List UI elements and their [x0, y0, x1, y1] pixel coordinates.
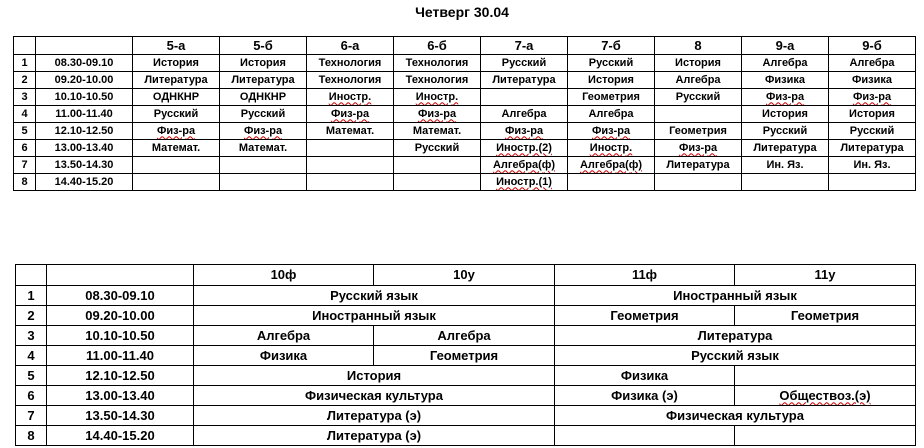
subject-cell [220, 157, 307, 174]
table-row [14, 72, 916, 89]
subject-cell [194, 326, 374, 346]
subject-cell [568, 72, 655, 89]
schedule-table-grades-5-9 [13, 36, 916, 191]
subject-text: Алгебра [588, 107, 634, 120]
lesson-number: 4 [16, 346, 47, 366]
subject-cell [481, 123, 568, 140]
lesson-number: 6 [14, 140, 36, 157]
subject-text: Алгебра(ф) [492, 158, 556, 171]
subject-text: Алгебра [256, 327, 311, 343]
subject-text: Физ-ра [504, 124, 544, 137]
subject-text: Физ-ра [243, 124, 283, 137]
class-header: 11ф [555, 265, 735, 286]
subject-cell [394, 106, 481, 123]
subject-cell [481, 89, 568, 106]
subject-cell [742, 72, 829, 89]
subject-text: История [675, 56, 721, 69]
subject-text: Ин. Яз. [853, 158, 891, 171]
lesson-number: 2 [16, 306, 47, 326]
subject-cell [568, 89, 655, 106]
subject-cell [735, 366, 916, 386]
subject-text: ОДНКНР [239, 90, 287, 103]
subject-cell [742, 140, 829, 157]
table-header-row [14, 37, 916, 55]
subject-text: Литература [753, 141, 817, 154]
subject-cell [735, 386, 916, 406]
subject-text: История [153, 56, 199, 69]
table-header-row [16, 265, 916, 286]
table-row [14, 89, 916, 106]
lesson-time: 11.00-11.40 [47, 346, 194, 366]
subject-cell [220, 174, 307, 191]
subject-cell [133, 72, 220, 89]
lesson-time: 08.30-09.10 [47, 286, 194, 306]
subject-text: Физ-ра [765, 90, 805, 103]
class-header: 7-б [568, 37, 655, 55]
subject-text: Физическая культура [666, 407, 804, 423]
subject-cell [481, 140, 568, 157]
subject-cell [307, 89, 394, 106]
subject-cell [194, 346, 374, 366]
subject-text: Математ. [238, 141, 288, 154]
subject-cell [481, 174, 568, 191]
lesson-number: 3 [14, 89, 36, 106]
subject-cell [220, 140, 307, 157]
subject-text: Технология [318, 56, 382, 69]
subject-text: Русский [501, 56, 547, 69]
subject-text: Русский [762, 124, 808, 137]
subject-cell [555, 346, 916, 366]
page-title: Четверг 30.04 [415, 4, 509, 20]
subject-text: Физ-ра [330, 107, 370, 120]
subject-text: Русский язык [691, 347, 779, 363]
lesson-time: 13.50-14.30 [47, 406, 194, 426]
subject-cell [481, 72, 568, 89]
subject-text: История [588, 73, 634, 86]
subject-cell [742, 89, 829, 106]
subject-cell [394, 174, 481, 191]
subject-text: Ин. Яз. [766, 158, 804, 171]
table-row [14, 140, 916, 157]
subject-cell [194, 306, 555, 326]
schedule-table-grades-10-11 [15, 264, 916, 446]
lesson-time: 14.40-15.20 [36, 174, 133, 191]
subject-cell [374, 326, 555, 346]
subject-cell [655, 106, 742, 123]
lesson-time: 10.10-10.50 [47, 326, 194, 346]
subject-text: Физ-ра [591, 124, 631, 137]
subject-cell [568, 106, 655, 123]
subject-text: Русский [414, 141, 460, 154]
lesson-time: 14.40-15.20 [47, 426, 194, 446]
subject-text: Алгебра [675, 73, 721, 86]
lesson-time: 09.20-10.00 [47, 306, 194, 326]
subject-cell [394, 123, 481, 140]
subject-cell [735, 306, 916, 326]
subject-cell [555, 326, 916, 346]
subject-cell [742, 123, 829, 140]
subject-cell [655, 174, 742, 191]
subject-cell [655, 89, 742, 106]
subject-text: Алгебра [437, 327, 491, 343]
subject-text: Иностр. [415, 90, 459, 103]
table-row [14, 157, 916, 174]
subject-cell [555, 306, 735, 326]
subject-text: Русский [849, 124, 895, 137]
subject-text: История [240, 56, 286, 69]
subject-text: Математ. [325, 124, 375, 137]
subject-cell [655, 140, 742, 157]
subject-cell [742, 157, 829, 174]
subject-cell [555, 406, 916, 426]
subject-cell [655, 157, 742, 174]
subject-cell [555, 386, 735, 406]
subject-cell [194, 406, 555, 426]
subject-cell [568, 140, 655, 157]
class-header: 7-а [481, 37, 568, 55]
subject-cell [742, 55, 829, 72]
subject-text: Геометрия [582, 90, 640, 103]
subject-text: Физика [259, 347, 308, 363]
subject-text: Геометрия [669, 124, 727, 137]
subject-text: Русский [675, 90, 721, 103]
subject-text: Иностр. [589, 141, 633, 154]
subject-text: Иностр.(1) [496, 175, 552, 188]
lesson-number: 8 [14, 174, 36, 191]
subject-cell [220, 106, 307, 123]
subject-cell [133, 55, 220, 72]
subject-cell [307, 157, 394, 174]
subject-text: Физ-ра [852, 90, 892, 103]
subject-cell [133, 89, 220, 106]
subject-cell [394, 89, 481, 106]
class-header: 9-а [742, 37, 829, 55]
subject-text: Алгебра(ф) [579, 158, 643, 171]
lesson-time: 10.10-10.50 [36, 89, 133, 106]
header-cell-blank [36, 37, 133, 55]
subject-text: Русский [240, 107, 286, 120]
subject-text: Алгебра [762, 56, 808, 69]
subject-cell [194, 386, 555, 406]
subject-cell [829, 123, 916, 140]
subject-text: Алгебра [849, 56, 895, 69]
subject-cell [307, 72, 394, 89]
subject-cell [394, 140, 481, 157]
subject-cell [655, 55, 742, 72]
subject-text: Физика [764, 73, 805, 86]
lesson-number: 3 [16, 326, 47, 346]
subject-text: Литература [697, 327, 773, 343]
lesson-time: 13.00-13.40 [47, 386, 194, 406]
lesson-number: 1 [14, 55, 36, 72]
subject-text: Физическая культура [305, 387, 443, 403]
table-row [16, 386, 916, 406]
subject-text: Геометрия [429, 347, 499, 363]
subject-cell [394, 72, 481, 89]
subject-text: Литература (э) [326, 427, 422, 443]
table-row [16, 306, 916, 326]
subject-text: Иностранный язык [312, 307, 436, 323]
table-row [16, 406, 916, 426]
subject-text: Физ-ра [156, 124, 196, 137]
table-row [14, 174, 916, 191]
subject-cell [829, 157, 916, 174]
subject-cell [194, 286, 555, 306]
table-row [14, 123, 916, 140]
subject-cell [829, 89, 916, 106]
lesson-number: 5 [16, 366, 47, 386]
table-row [14, 55, 916, 72]
subject-text: Алгебра [501, 107, 547, 120]
subject-text: Русский [153, 107, 199, 120]
subject-text: Физ-ра [417, 107, 457, 120]
subject-cell [735, 426, 916, 446]
subject-cell [742, 106, 829, 123]
subject-text: Русский язык [330, 287, 418, 303]
subject-cell [481, 157, 568, 174]
table-row [16, 426, 916, 446]
subject-cell [829, 72, 916, 89]
subject-cell [307, 174, 394, 191]
subject-cell [133, 157, 220, 174]
subject-cell [220, 123, 307, 140]
subject-text: История [849, 107, 895, 120]
lesson-number: 2 [14, 72, 36, 89]
subject-text: Литература [492, 73, 556, 86]
lesson-number: 6 [16, 386, 47, 406]
lesson-number: 1 [16, 286, 47, 306]
subject-text: История [346, 367, 402, 383]
subject-text: Литература [666, 158, 730, 171]
header-cell-blank [47, 265, 194, 286]
lesson-time: 08.30-09.10 [36, 55, 133, 72]
class-header: 5-а [133, 37, 220, 55]
subject-text: Математ. [412, 124, 462, 137]
subject-cell [220, 55, 307, 72]
class-header: 9-б [829, 37, 916, 55]
subject-cell [133, 140, 220, 157]
lesson-time: 12.10-12.50 [47, 366, 194, 386]
table-row [14, 106, 916, 123]
class-header: 5-б [220, 37, 307, 55]
subject-text: Физика (э) [611, 387, 678, 403]
subject-cell [481, 106, 568, 123]
subject-cell [133, 106, 220, 123]
subject-text: Литература (э) [326, 407, 422, 423]
subject-text: Литература [144, 73, 208, 86]
subject-cell [568, 174, 655, 191]
subject-cell [220, 89, 307, 106]
class-header: 10у [374, 265, 555, 286]
subject-cell [555, 286, 916, 306]
lesson-number: 5 [14, 123, 36, 140]
table-row [16, 286, 916, 306]
subject-cell [394, 157, 481, 174]
subject-text: Обществоз.(э) [779, 387, 871, 403]
lesson-time: 11.00-11.40 [36, 106, 133, 123]
subject-cell [568, 123, 655, 140]
subject-cell [829, 55, 916, 72]
subject-text: Русский [588, 56, 634, 69]
subject-text: Литература [840, 141, 904, 154]
class-header: 6-б [394, 37, 481, 55]
subject-cell [829, 174, 916, 191]
lesson-time: 09.20-10.00 [36, 72, 133, 89]
subject-cell [133, 174, 220, 191]
lesson-number: 7 [14, 157, 36, 174]
subject-text: Физика [620, 367, 669, 383]
lesson-number: 4 [14, 106, 36, 123]
subject-text: История [762, 107, 808, 120]
lesson-number: 7 [16, 406, 47, 426]
lesson-number: 8 [16, 426, 47, 446]
subject-cell [655, 72, 742, 89]
subject-cell [568, 55, 655, 72]
lesson-time: 13.00-13.40 [36, 140, 133, 157]
subject-cell [307, 123, 394, 140]
subject-text: Геометрия [790, 307, 860, 323]
subject-cell [194, 426, 555, 446]
lesson-time: 13.50-14.30 [36, 157, 133, 174]
class-header: 11у [735, 265, 916, 286]
subject-cell [374, 346, 555, 366]
subject-text: Технология [405, 73, 469, 86]
subject-text: Технология [405, 56, 469, 69]
subject-cell [307, 140, 394, 157]
class-header: 6-а [307, 37, 394, 55]
header-cell-blank [16, 265, 47, 286]
subject-text: Геометрия [610, 307, 679, 323]
table-row [16, 366, 916, 386]
subject-text: Физ-ра [678, 141, 718, 154]
subject-text: Иностр. [328, 90, 372, 103]
table-row [16, 326, 916, 346]
subject-cell [394, 55, 481, 72]
lesson-time: 12.10-12.50 [36, 123, 133, 140]
subject-cell [307, 55, 394, 72]
subject-cell [307, 106, 394, 123]
subject-text: Технология [318, 73, 382, 86]
class-header: 8 [655, 37, 742, 55]
subject-cell [568, 157, 655, 174]
subject-text: ОДНКНР [152, 90, 200, 103]
subject-cell [829, 140, 916, 157]
subject-cell [481, 55, 568, 72]
subject-cell [220, 72, 307, 89]
header-cell-blank [14, 37, 36, 55]
subject-cell [133, 123, 220, 140]
subject-text: Математ. [151, 141, 201, 154]
subject-text: Иностранный язык [673, 287, 797, 303]
subject-cell [742, 174, 829, 191]
subject-cell [829, 106, 916, 123]
subject-cell [655, 123, 742, 140]
subject-cell [555, 366, 735, 386]
subject-text: Иностр.(2) [496, 141, 552, 154]
class-header: 10ф [194, 265, 374, 286]
subject-cell [194, 366, 555, 386]
subject-text: Физика [851, 73, 892, 86]
subject-cell [555, 426, 735, 446]
table-row [16, 346, 916, 366]
subject-text: Литература [231, 73, 295, 86]
